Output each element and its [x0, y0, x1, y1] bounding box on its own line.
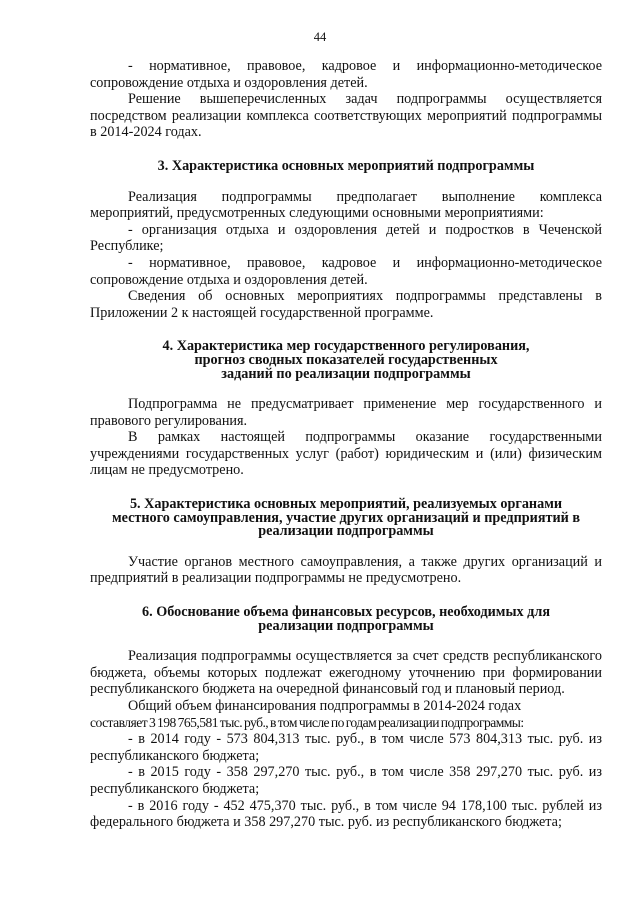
heading-line: заданий по реализации подпрограммы — [221, 365, 471, 382]
page-number: 44 — [313, 30, 327, 44]
document-body — [90, 58, 602, 831]
paragraph: Сведения об основных мероприятиях подпрограммы представлены в Приложении 2 к настоящей государственной программе. — [90, 288, 602, 321]
paragraph: Участие органов местного самоуправления, а также других организаций и предприятий в реализации подпрограммы не предусмотрено. — [90, 553, 602, 587]
paragraph: В рамках настоящей подпрограммы оказание государственными учреждениями государственных услуг (работ) юридическим и (или) физическим лицам не предусмотрено. — [90, 429, 602, 479]
paragraph: составляет 3 198 765,581 тыс. руб., в том числе по годам реализации подпрограммы: — [90, 714, 524, 730]
list-item: - в 2014 году - 573 804,313 тыс. руб., в том числе 573 804,313 тыс. руб. из республиканского бюджета; — [90, 731, 602, 764]
paragraph: Реализация подпрограммы предполагает выполнение комплекса мероприятий, предусмотренных следующими основными мероприятиями: — [90, 188, 602, 222]
section-heading-6 — [90, 606, 602, 633]
heading-line: реализации подпрограммы — [258, 617, 434, 634]
paragraph: Общий объем финансирования подпрограммы в 2014-2024 годах — [128, 698, 522, 714]
paragraph: - нормативное, правовое, кадровое и информационно-методическое сопровождение отдыха и оздоровления детей. — [90, 58, 602, 91]
paragraph: Подпрограмма не предусматривает применение мер государственного и правового регулирования. — [90, 396, 602, 429]
list-item: - в 2016 году - 452 475,370 тыс. руб., в том числе 94 178,100 тыс. рублей из федерального бюджета и 358 297,270 тыс. руб. из республиканского бюджета; — [90, 797, 602, 831]
heading-line: реализации подпрограммы — [258, 523, 434, 540]
list-item: - организация отдыха и оздоровления детей и подростков в Чеченской Республике; — [90, 221, 602, 255]
section-heading-5 — [90, 498, 602, 539]
paragraph: Решение вышеперечисленных задач подпрограммы осуществляется посредством реализации комплекса соответствующих мероприятий подпрограммы в 2014-2024 годах. — [90, 91, 602, 141]
heading-line: 5. Характеристика основных мероприятий, реализуемых органами — [129, 496, 563, 513]
list-item: - нормативное, правовое, кадровое и информационно-методическое сопровождение отдыха и оздоровления детей. — [90, 254, 602, 288]
section-heading-3: 3. Характеристика основных мероприятий подпрограммы — [157, 157, 535, 174]
heading-line: местного самоуправления, участие других организаций и предприятий в — [111, 509, 581, 526]
heading-line: 6. Обоснование объема финансовых ресурсов, необходимых для — [142, 604, 550, 621]
heading-line: 4. Характеристика мер государственного регулирования, — [162, 338, 530, 355]
section-heading-4 — [90, 340, 602, 381]
list-item: - в 2015 году - 358 297,270 тыс. руб., в том числе 358 297,270 тыс. руб. из республиканского бюджета; — [90, 764, 602, 797]
paragraph: Реализация подпрограммы осуществляется за счет средств республиканского бюджета, объемы которых подлежат ежегодному уточнению при формировании республиканского бюджета на очередной финансовый год и плановый период. — [90, 648, 602, 698]
heading-line: прогноз сводных показателей государственных — [194, 351, 498, 368]
